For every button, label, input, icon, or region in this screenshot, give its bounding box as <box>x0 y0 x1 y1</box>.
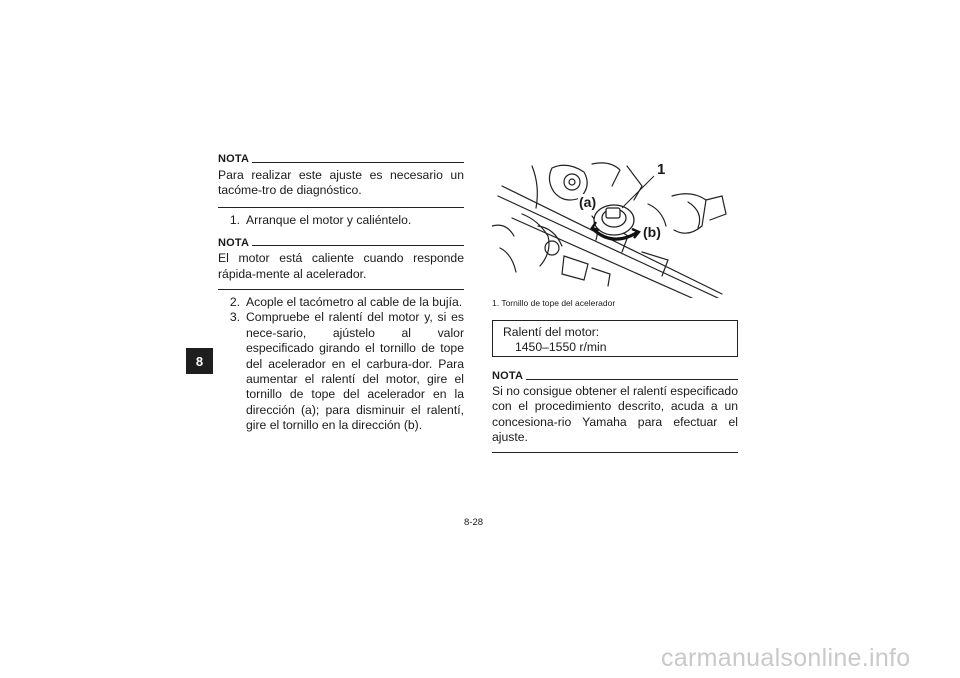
note-rule <box>252 245 464 246</box>
spec-title: Ralentí del motor: <box>503 325 600 339</box>
steps-list-b <box>218 295 464 434</box>
list-item: 3. Compruebe el ralentí del motor y, si es nece-sario, ajústelo al valor especificado girando el tornillo de tope del acelerador en el carbura-dor. Para aumentar el ralentí del motor, gire el tornillo de tope del acelerador en la dirección (a); para disminuir el ralentí, gire el tornillo en la dirección (b). <box>229 310 464 433</box>
caption-number: 1. <box>492 298 500 308</box>
page-number: 8-28 <box>464 517 484 528</box>
note-header <box>218 237 464 249</box>
callout-1: 1 <box>657 161 666 178</box>
watermark: carmanualsonline.info <box>661 644 911 672</box>
direction-b-label: (b) <box>643 224 661 240</box>
note-text: Para realizar este ajuste es necesario un tacóme-tro de diagnóstico. <box>218 168 464 198</box>
left-column <box>218 154 464 434</box>
note-rule <box>252 162 464 163</box>
list-item: 1. Arranque el motor y caliéntelo. <box>229 212 412 227</box>
note-text: El motor está caliente cuando responde rápida-mente al acelerador. <box>218 251 464 281</box>
note-end-rule <box>492 452 738 453</box>
note-end-rule <box>218 289 464 290</box>
figure-caption <box>492 298 738 308</box>
throttle-stop-screw-illustration <box>492 156 738 298</box>
note-label: NOTA <box>492 370 524 383</box>
note-header <box>218 154 464 166</box>
list-item: 2. Acople el tacómetro al cable de la bujía. <box>229 295 463 310</box>
spec-value: 1450–1550 r/min <box>515 340 607 355</box>
section-tab: 8 <box>186 348 213 374</box>
caption-text: Tornillo de tope del acelerador <box>501 298 616 308</box>
note-end-rule <box>218 207 464 208</box>
direction-a-label: (a) <box>579 194 597 210</box>
steps-list-a <box>218 213 464 228</box>
note-text: Si no consigue obtener el ralentí especificado con el procedimiento descrito, acuda a un concesiona-rio Yamaha para efectuar el ajuste. <box>492 384 738 445</box>
note-label: NOTA <box>218 236 250 249</box>
note-label: NOTA <box>218 153 250 166</box>
right-note <box>492 371 738 453</box>
engine-line-drawing <box>492 156 738 298</box>
note-header <box>492 371 738 383</box>
idle-speed-spec-box <box>492 320 738 357</box>
note-rule <box>526 379 738 380</box>
